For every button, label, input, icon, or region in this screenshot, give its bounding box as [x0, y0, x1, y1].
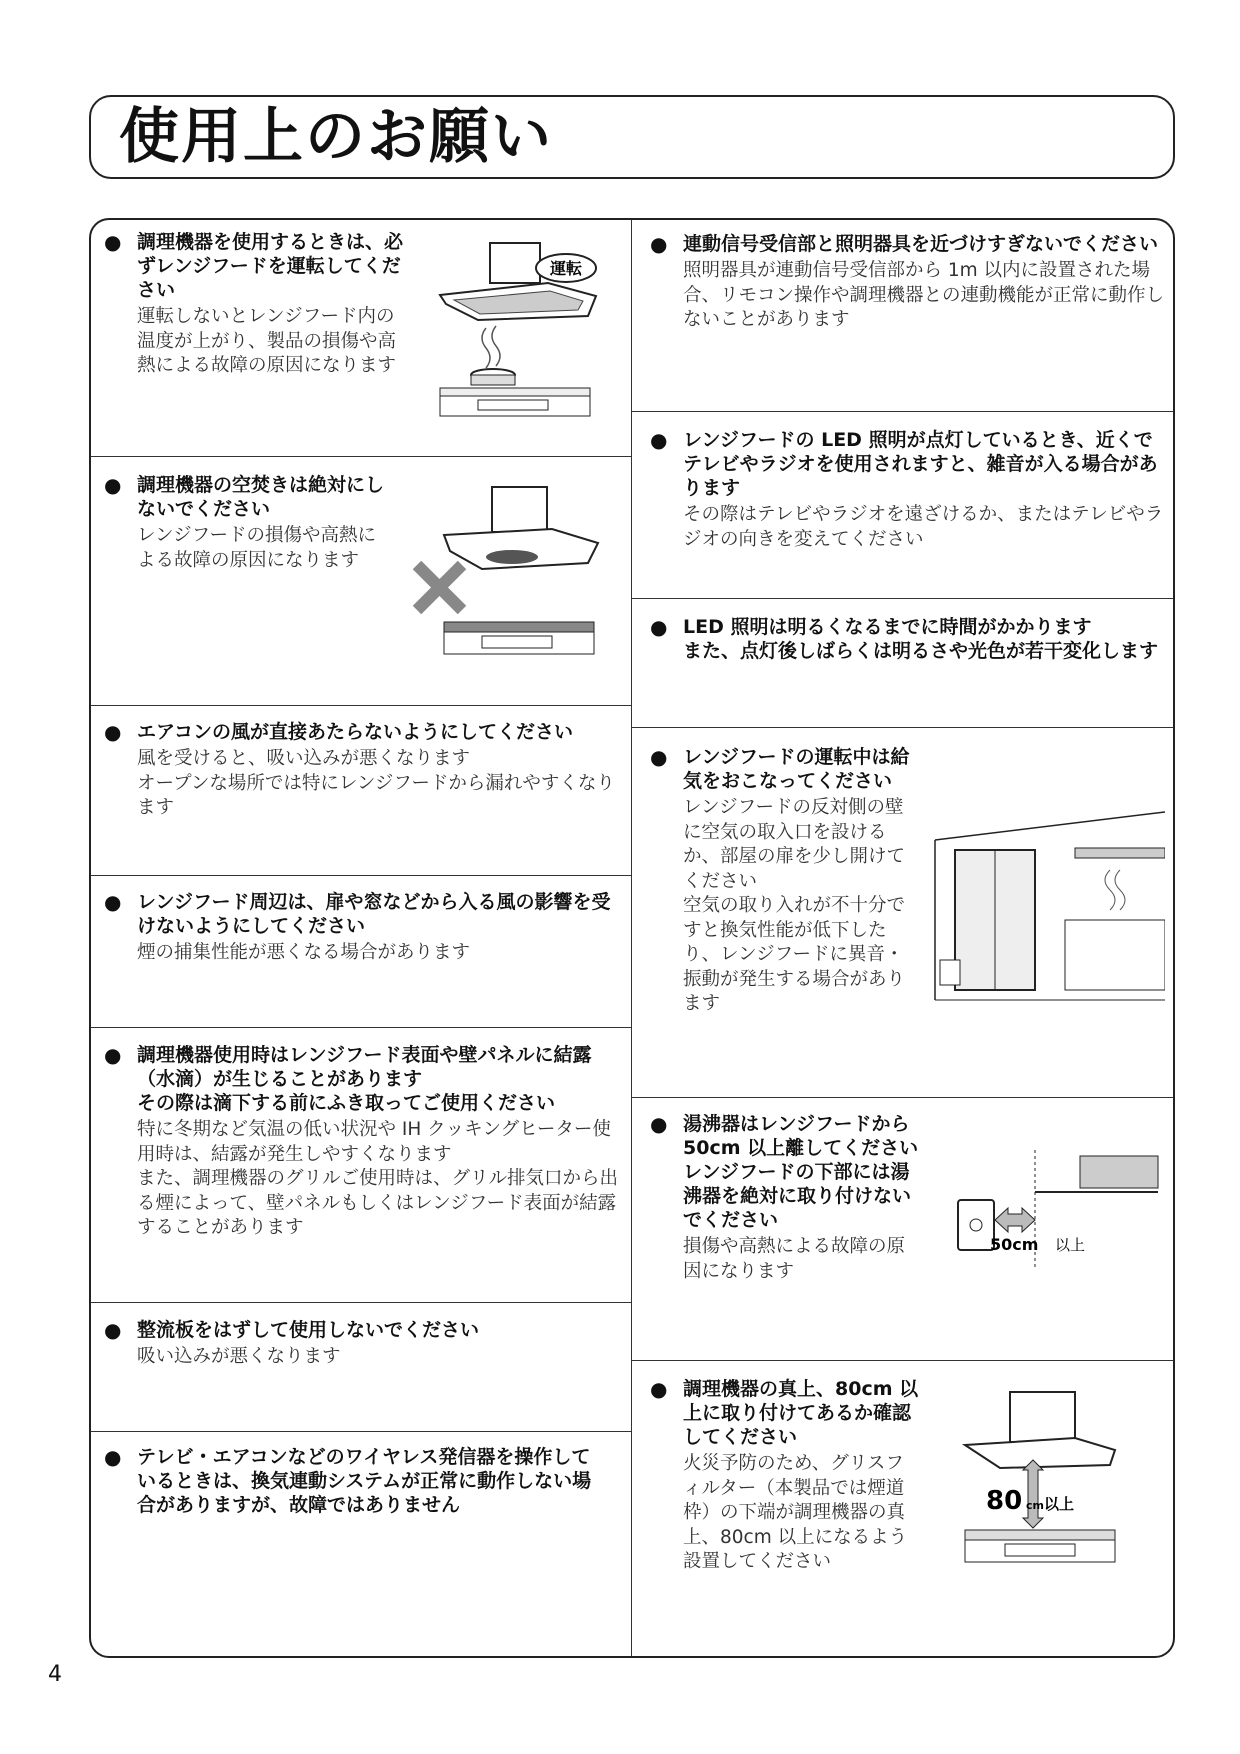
notice-heading: ● 整流板をはずして使用しないでください [104, 1318, 624, 1342]
notice-heading: ● レンジフードの運転中は給気をおこなってください [650, 745, 915, 793]
divider [631, 727, 1173, 728]
notice-body: 煙の捕集性能が悪くなる場合があります [137, 942, 471, 963]
height-unit: cm [1026, 1499, 1044, 1512]
notice-heading: ● レンジフードの LED 照明が点灯しているとき、近くでテレビやラジオを使用されますと、雑音が入る場合があります [650, 428, 1165, 500]
clearance-value: 50cm [990, 1235, 1039, 1254]
divider [91, 1027, 631, 1028]
divider [91, 875, 631, 876]
notice-body: 運転しないとレンジフード内の温度が上がり、製品の損傷や高熱による故障の原因になります [137, 306, 397, 376]
notice-heading: ● 湯沸器はレンジフードから 50cm 以上離してください レンジフードの下部には湯沸器を絶対に取り付けないでください [650, 1112, 920, 1232]
divider [631, 598, 1173, 599]
notice-heading: ● レンジフード周辺は、扉や窓などから入る風の影響を受けないようにしてください [104, 890, 624, 938]
notice-heading: ● 連動信号受信部と照明器具を近づけすぎないでください [650, 232, 1165, 256]
notice-wireless-transmitter [104, 1445, 604, 1517]
water-heater-clearance-illustration [940, 1150, 1160, 1270]
notice-heading: ● 調理機器を使用するときは、必ずレンジフードを運転してください [104, 230, 404, 302]
notice-condensation [104, 1043, 624, 1241]
notice-baffle-plate [104, 1318, 624, 1370]
notice-body: 特に冬期など気温の低い状況や IH クッキングヒーター使用時は、結露が発生しやすくなります また、調理機器のグリルご使用時は、グリル排気口から出る煙によって、壁パネルもしくはレンジフード表面が結露することがあります [137, 1119, 619, 1238]
notice-heading: ● 調理機器の空焚きは絶対にしないでください [104, 473, 389, 521]
hood-running-illustration [438, 238, 598, 418]
notice-no-empty-heating [104, 473, 389, 573]
notice-body: その際はテレビやラジオを遠ざけるか、またはテレビやラジオの向きを変えてください [683, 504, 1164, 550]
divider [631, 411, 1173, 412]
figure-label: 運転 [549, 259, 583, 278]
mount-height-illustration [960, 1390, 1120, 1570]
notice-heading: ● 調理機器使用時はレンジフード表面や壁パネルに結露（水滴）が生じることがあります その際は滴下する前にふき取ってご使用ください [104, 1043, 624, 1115]
height-suffix: 以上 [1044, 1495, 1075, 1513]
notice-run-hood [104, 230, 404, 379]
notice-heading: ● 調理機器の真上、80cm 以上に取り付けてあるか確認してください [650, 1377, 920, 1449]
notice-air-supply [650, 745, 915, 1017]
notice-water-heater [650, 1112, 920, 1284]
divider [631, 1360, 1173, 1361]
notice-body: レンジフードの損傷や高熱による故障の原因になります [137, 525, 377, 571]
page-number: 4 [48, 1662, 62, 1687]
divider [631, 1097, 1173, 1098]
notice-door-window-wind [104, 890, 624, 966]
notice-body: 火災予防のため、グリスフィルター（本製品では煙道枠）の下端が調理機器の真上、80cm 以上になるよう設置してください [683, 1453, 908, 1572]
notice-body: 照明器具が連動信号受信部から 1m 以内に設置された場合、リモコン操作や調理機器との連動機能が正常に動作しないことがあります [683, 260, 1165, 330]
notice-body: レンジフードの反対側の壁に空気の取入口を設けるか、部屋の扉を少し開けてください 空気の取り入れが不十分ですと換気性能が低下したり、レンジフードに異音・振動が発生する場合があります [683, 797, 906, 1014]
page-title-box [89, 95, 1175, 179]
notice-mount-height [650, 1377, 920, 1575]
column-divider [631, 220, 632, 1656]
empty-heating-illustration [412, 485, 602, 665]
page-title: 使用上のお願い [119, 102, 553, 172]
notice-aircon-wind [104, 720, 624, 821]
notice-receiver-lighting [650, 232, 1165, 333]
clearance-suffix: 以上 [1055, 1236, 1086, 1254]
notice-led-noise [650, 428, 1165, 552]
notice-body: 損傷や高熱による故障の原因になります [683, 1236, 906, 1282]
height-value: 80 [986, 1486, 1023, 1516]
notice-led-warmup [650, 615, 1165, 663]
air-supply-room-illustration [925, 810, 1165, 1010]
divider [91, 1431, 631, 1432]
divider [91, 705, 631, 706]
divider [91, 1302, 631, 1303]
notice-heading: ● LED 照明は明るくなるまでに時間がかかります また、点灯後しばらくは明るさや光色が若干変化します [650, 615, 1165, 663]
notice-body: 吸い込みが悪くなります [137, 1346, 341, 1367]
notice-heading: ● テレビ・エアコンなどのワイヤレス発信器を操作しているときは、換気連動システムが正常に動作しない場合がありますが、故障ではありません [104, 1445, 604, 1517]
divider [91, 456, 631, 457]
notice-heading: ● エアコンの風が直接あたらないようにしてください [104, 720, 624, 744]
notice-body: 風を受けると、吸い込みが悪くなります オープンな場所では特にレンジフードから漏れやすくなります [137, 748, 615, 818]
